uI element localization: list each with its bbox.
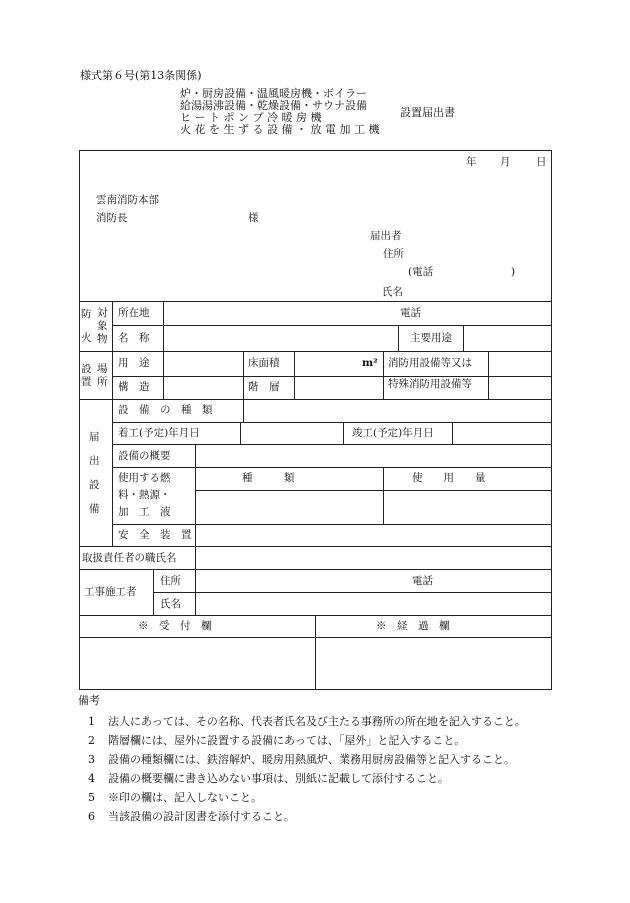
vline-main-use-2 bbox=[463, 325, 464, 351]
reception-label: ※ 受 付 欄 bbox=[138, 620, 212, 632]
start-date-label: 着工(予定)年月日 bbox=[118, 427, 200, 439]
fpo-label-5: 物 bbox=[97, 333, 108, 345]
equipment-type-label: 設 備 の 種 類 bbox=[118, 404, 213, 416]
vline-start bbox=[240, 422, 241, 444]
honorific: 様 bbox=[248, 212, 259, 224]
note-item bbox=[88, 789, 262, 805]
vline-completion bbox=[343, 422, 344, 444]
kind-header: 種 類 bbox=[242, 472, 295, 484]
rule-manager-end bbox=[79, 569, 552, 570]
site-label-3: 場 bbox=[97, 363, 108, 375]
note-item bbox=[88, 808, 295, 824]
vline-main-use bbox=[398, 325, 399, 351]
fpo-label-4: 象 bbox=[97, 320, 108, 332]
form-frame bbox=[79, 150, 552, 690]
vline-overview bbox=[195, 444, 196, 546]
manager-label: 取扱責任者の職氏名 bbox=[82, 552, 177, 564]
rule-type bbox=[112, 422, 552, 423]
addressee-title: 消防長 bbox=[96, 212, 128, 224]
use-label: 用 途 bbox=[118, 357, 150, 369]
note-text: 法人にあっては、その名称、代表者氏名及び主たる事務所の所在地を記入すること。 bbox=[108, 715, 526, 728]
vline-group bbox=[112, 301, 113, 546]
note-num: 1 bbox=[88, 715, 95, 728]
fpo-label-3: 対 bbox=[97, 307, 108, 319]
eq-group-4: 備 bbox=[89, 503, 100, 515]
rule-fuel-header bbox=[195, 490, 552, 491]
overview-label: 設備の概要 bbox=[118, 450, 171, 462]
note-item bbox=[88, 751, 515, 767]
contractor-address-label: 住所 bbox=[160, 575, 181, 587]
rule-contractor-mid bbox=[153, 592, 552, 593]
vline-floor-value bbox=[294, 351, 295, 399]
vline-completion-2 bbox=[452, 422, 453, 444]
fire-equipment-label-2: 特殊消防用設備等 bbox=[388, 378, 472, 390]
note-num: 3 bbox=[88, 753, 95, 766]
vline-contractor bbox=[153, 569, 154, 615]
amount-header: 使 用 量 bbox=[412, 472, 486, 484]
site-label-4: 所 bbox=[97, 376, 108, 388]
object-name-label: 名 称 bbox=[118, 332, 150, 344]
note-num: 2 bbox=[88, 734, 95, 747]
vline-manager bbox=[195, 546, 196, 569]
name-label: 氏名 bbox=[382, 286, 403, 298]
date-year: 年 bbox=[466, 156, 477, 168]
address-label: 住所 bbox=[383, 248, 404, 260]
object-phone-label: 電話 bbox=[400, 307, 421, 319]
vline-fire-eq bbox=[383, 351, 384, 399]
vline-floor-area bbox=[243, 351, 244, 399]
notes-title: 備考 bbox=[78, 694, 100, 707]
note-text: 当該設備の設計図書を添付すること。 bbox=[108, 810, 295, 823]
contractor-phone-label: 電話 bbox=[412, 575, 433, 587]
fpo-label-2: 火 bbox=[81, 332, 92, 344]
rule-dates bbox=[112, 444, 552, 445]
note-item bbox=[88, 770, 449, 786]
floor-area-label: 床面積 bbox=[248, 357, 280, 369]
note-item bbox=[88, 732, 465, 748]
title-line-3: ヒ ー ト ポ ン プ 冷 暖 房 機 bbox=[180, 111, 322, 124]
fuel-label-2: 料・熱源・ bbox=[118, 489, 171, 501]
rule-site-end bbox=[79, 399, 552, 400]
rule-object-end bbox=[79, 351, 552, 352]
eq-group-2: 出 bbox=[89, 455, 100, 467]
vline-contractor-2 bbox=[195, 569, 196, 615]
rule-use bbox=[112, 376, 552, 377]
title-line-2: 給湯湯沸設備・乾燥設備・サウナ設備 bbox=[180, 99, 367, 112]
title-line-4: 火 花 を 生 ず る 設 備 ・ 放 電 加 工 機 bbox=[180, 123, 380, 136]
notifier-label: 届出者 bbox=[370, 230, 402, 242]
phone-label: (電話 bbox=[408, 266, 434, 278]
site-label-2: 置 bbox=[81, 376, 92, 388]
note-text: 設備の概要欄に書き込めない事項は、別紙に記載して添付すること。 bbox=[108, 772, 449, 785]
contractor-label: 工事施工者 bbox=[84, 586, 137, 598]
main-use-label: 主要用途 bbox=[410, 332, 452, 344]
date-day: 日 bbox=[536, 156, 547, 168]
site-label-1: 設 bbox=[81, 363, 92, 375]
completion-date-label: 竣工(予定)年月日 bbox=[352, 427, 434, 439]
progress-label: ※ 経 過 欄 bbox=[376, 620, 450, 632]
floor-area-unit: m² bbox=[362, 357, 378, 369]
title-suffix: 設置届出書 bbox=[400, 106, 455, 119]
form-number: 様式第６号(第13条関係) bbox=[80, 69, 202, 82]
note-text: 階層欄には、屋外に設置する設備にあっては、「屋外」と記入すること。 bbox=[108, 734, 466, 747]
note-num: 6 bbox=[88, 810, 95, 823]
rule-overview bbox=[112, 467, 552, 468]
rule-fuel-end bbox=[112, 524, 552, 525]
structure-label: 構 造 bbox=[118, 381, 150, 393]
date-month: 月 bbox=[500, 156, 511, 168]
vline-type bbox=[243, 399, 244, 422]
fuel-label-1: 使用する燃 bbox=[118, 472, 171, 484]
note-num: 5 bbox=[88, 791, 95, 804]
vline-fire-eq-2 bbox=[488, 351, 489, 399]
rule-location bbox=[112, 325, 552, 326]
fuel-label-3: 加 工 液 bbox=[118, 506, 171, 518]
eq-group-3: 設 bbox=[89, 479, 100, 491]
note-text: 設備の種類欄には、鉄溶解炉、暖房用熱風炉、業務用厨房設備等と記入すること。 bbox=[108, 753, 515, 766]
note-num: 4 bbox=[88, 772, 95, 785]
rule-after-header bbox=[79, 301, 552, 302]
title-line-1: 炉・厨房設備・温風暖房機・ボイラー bbox=[180, 87, 367, 100]
vline-fuel-kind bbox=[383, 467, 384, 524]
rule-equipment-end bbox=[79, 546, 552, 547]
eq-group-1: 届 bbox=[89, 431, 100, 443]
note-text: ※印の欄は、記入しないこと。 bbox=[108, 791, 262, 804]
contractor-name-label: 氏名 bbox=[160, 598, 181, 610]
fpo-label-1: 防 bbox=[81, 308, 92, 320]
vline-labels bbox=[163, 301, 164, 399]
location-label: 所在地 bbox=[118, 307, 150, 319]
addressee-org: 雲南消防本部 bbox=[96, 194, 159, 206]
safety-label: 安 全 装 置 bbox=[118, 529, 192, 541]
floor-label: 階 層 bbox=[248, 381, 280, 393]
vline-reception bbox=[315, 615, 316, 690]
fire-equipment-label-1: 消防用設備等又は bbox=[388, 357, 472, 369]
note-item bbox=[88, 713, 526, 729]
phone-close: ) bbox=[511, 266, 516, 278]
